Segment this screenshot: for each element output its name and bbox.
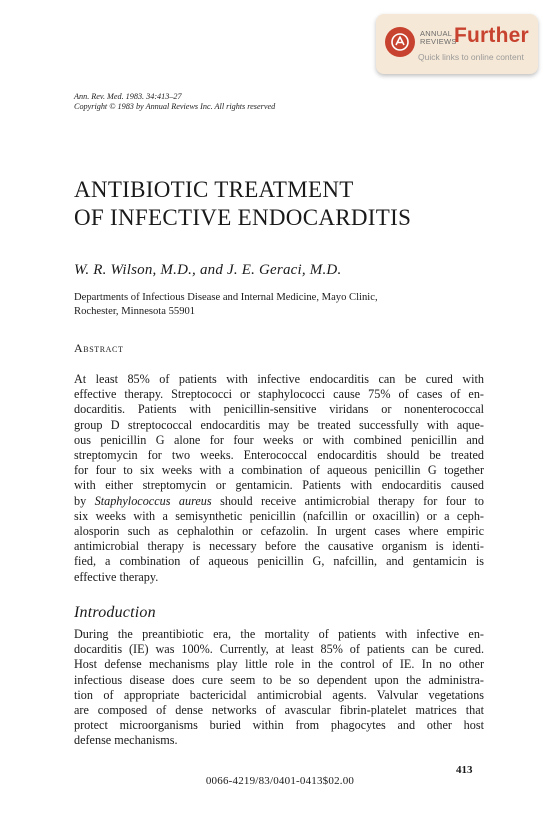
intro-line: are composed of dense networks of avascular fibrin-platelet matrices that xyxy=(74,703,484,718)
organism-name: Staphylococcus aureus xyxy=(94,493,212,508)
abstract-line: effective therapy. xyxy=(74,569,159,584)
further-subtitle: Quick links to online content xyxy=(418,52,524,62)
abstract-line: alosporin such as cephalothin or cefazolin. In urgent cases where empiric xyxy=(74,524,484,539)
abstract-heading: Abstract xyxy=(74,341,124,355)
intro-line: docarditis (IE) was 100%. Currently, at least 85% of patients can be cured. xyxy=(74,642,484,657)
abstract-line-rest: should receive antimicrobial therapy for four to xyxy=(220,493,484,508)
abstract-line: docarditis. Patients with penicillin-sensitive viridans or nonenterococcal xyxy=(74,402,484,417)
abstract-line: streptomycin for two weeks. Enterococcal endocarditis should be treated xyxy=(74,448,484,463)
title-line-2: OF INFECTIVE ENDOCARDITIS xyxy=(74,205,412,230)
abstract-line: antimicrobial therapy is necessary before the causative organism is identi- xyxy=(74,539,484,554)
abstract-text xyxy=(74,372,484,585)
title-line-1: ANTIBIOTIC TREATMENT xyxy=(74,177,354,202)
citation xyxy=(74,92,275,112)
introduction-text xyxy=(74,627,484,749)
article-title xyxy=(74,176,411,232)
abstract-line-prefix: by xyxy=(74,493,95,508)
introduction-heading: Introduction xyxy=(74,604,156,621)
page-number: 413 xyxy=(456,764,473,776)
abstract-line: At least 85% of patients with infective endocarditis can be cured with xyxy=(74,372,484,386)
intro-line: Host defense mechanisms play little role in the control of IE. In no other xyxy=(74,657,484,672)
abstract-line: for four to six weeks with a combination of aqueous penicillin G together xyxy=(74,463,484,478)
intro-line: infectious disease does cure seem to be so dependent upon the administra- xyxy=(74,672,484,687)
abstract-line-organism xyxy=(74,494,484,509)
affiliation-line-2: Rochester, Minnesota 55901 xyxy=(74,306,196,317)
intro-line: protect microorganisms buried within from phagocytes and other host xyxy=(74,718,484,733)
abstract-line: effective therapy. Streptococci or staphylococci cause 75% of cases of en- xyxy=(74,387,484,402)
abstract-line: ous penicillin G alone for four weeks or with combined penicillin and xyxy=(74,432,484,447)
authors: W. R. Wilson, M.D., and J. E. Geraci, M.D. xyxy=(74,262,342,278)
further-badge[interactable] xyxy=(376,14,538,74)
intro-line: During the preantibiotic era, the mortality of patients with infective en- xyxy=(74,627,484,641)
intro-line: defense mechanisms. xyxy=(74,733,178,748)
citation-journal: Ann. Rev. Med. 1983. 34:413–27 xyxy=(74,92,182,101)
further-label: Further xyxy=(454,24,529,47)
intro-line: tion of appropriate bactericidal antimicrobial agents. Valvular vegetations xyxy=(74,687,484,702)
footer-code: 0066-4219/83/0401-0413$02.00 xyxy=(205,775,355,787)
abstract-line: fied, a combination of aqueous penicillin G, nafcillin, and gentamicin is xyxy=(74,554,484,569)
ar-logo-icon xyxy=(385,27,415,57)
annual-reviews-label: ANNUAL REVIEWS xyxy=(420,29,457,46)
abstract-line: with either streptomycin or gentamicin. Patients with endocarditis caused xyxy=(74,478,484,493)
abstract-line: six weeks with a semisynthetic penicillin (nafcillin or oxacillin) or a ceph- xyxy=(74,508,484,523)
affiliation xyxy=(74,291,378,319)
citation-copyright: Copyright © 1983 by Annual Reviews Inc. All rights reserved xyxy=(74,102,276,111)
affiliation-line-1: Departments of Infectious Disease and Internal Medicine, Mayo Clinic, xyxy=(74,292,378,303)
abstract-line: group D streptococcal endocarditis may be treated successfully with aque- xyxy=(74,417,484,432)
